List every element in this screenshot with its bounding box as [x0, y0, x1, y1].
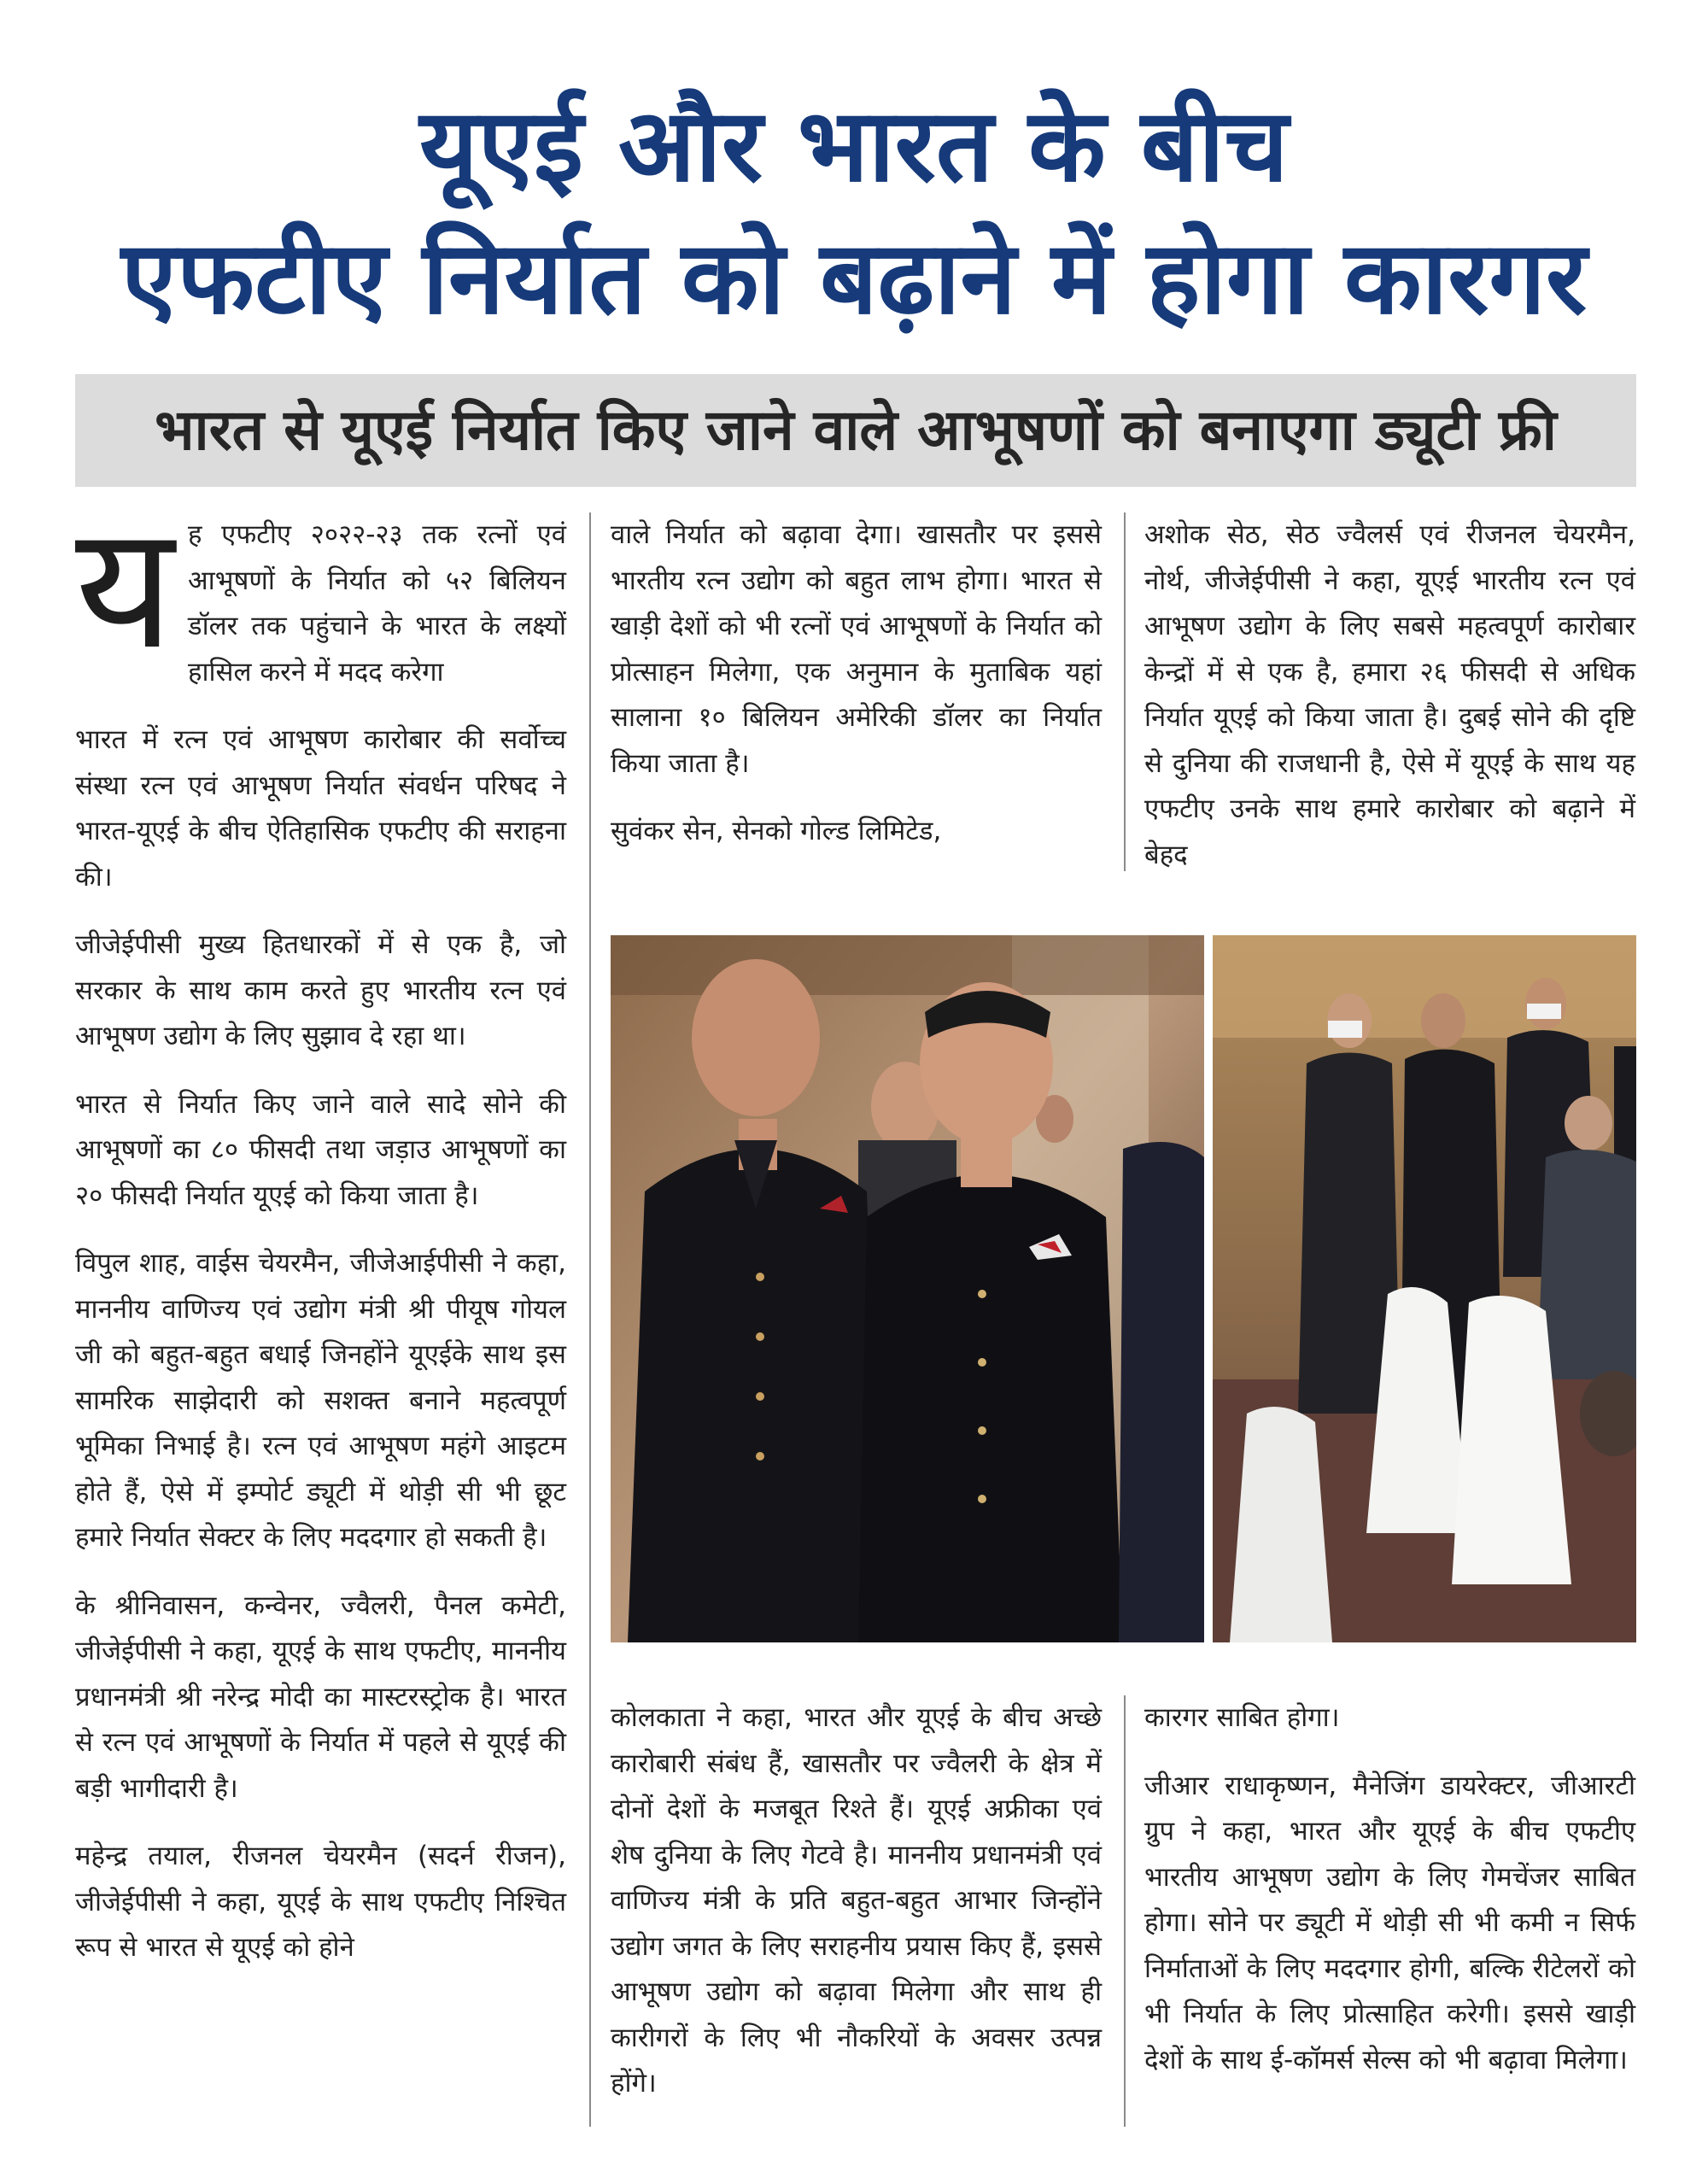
subheadline: भारत से यूएई निर्यात किए जाने वाले आभूषणों को बनाएगा ड्यूटी फ्री [155, 397, 1557, 463]
article-paragraph: जीआर राधाकृष्णन, मैनेजिंग डायरेक्टर, जीआरटी ग्रुप ने कहा, भारत और यूएई के बीच एफटीए भारतीय आभूषण उद्योग के लिए गेमचेंजर साबित होगा। सोने पर ड्यूटी में थोड़ी सी भी कमी न सिर्फ निर्माताओं के लिए मददगार होगी, बल्कि रीटेलरों को भी निर्यात के लिए प्रोत्साहित करेगी। इससे खाड़ी देशों के साथ ई-कॉमर्स सेल्स को भी बढ़ावा मिलेगा। [1144, 1770, 1635, 2075]
photo-dignitaries [611, 935, 1204, 1642]
column-rule-left [589, 512, 591, 2127]
article-column-middle-top [611, 512, 1102, 877]
article-paragraph: कोलकाता ने कहा, भारत और यूएई के बीच अच्छे कारोबारी संबंध हैं, खासतौर पर ज्वैलरी के क्षेत्र में दोनों देशों के मजबूत रिश्ते हैं। यूएई अफ्रीका एवं शेष दुनिया के लिए गेटवे है। माननीय प्रधानमंत्री एवं वाणिज्य मंत्री के प्रति बहुत-बहुत आभार जिन्होंने उद्योग जगत के लिए सराहनीय प्रयास किए हैं, इससे आभूषण उद्योग को बढ़ावा मिलेगा और साथ ही कारीगरों के लिए भी नौकरियों के अवसर उत्पन्न होंगे। [611, 1702, 1102, 2099]
headline-line-1: यूएई और भारत के बीच [419, 86, 1289, 204]
article-paragraph: वाले निर्यात को बढ़ावा देगा। खासतौर पर इससे भारतीय रत्न उद्योग को बहुत लाभ होगा। भारत से खाड़ी देशों को भी रत्नों एवं आभूषणों के निर्यात को प्रोत्साहन मिलेगा, एक अनुमान के मुताबिक यहां सालाना १० बिलियन अमेरिकी डॉलर का निर्यात किया जाता है। [611, 519, 1102, 779]
article-column-middle-bottom [611, 1695, 1102, 2129]
article-paragraph: भारत से निर्यात किए जाने वाले सादे सोने की आभूषणों का ८० फीसदी तथा जड़ाउ आभूषणों का २० फीसदी निर्यात यूएई को किया जाता है। [75, 1088, 566, 1211]
article-paragraph: अशोक सेठ, सेठ ज्वैलर्स एवं रीजनल चेयरमैन, नोर्थ, जीजेईपीसी ने कहा, यूएई भारतीय रत्न एवं आभूषण उद्योग के लिए सबसे महत्वपूर्ण कारोबार केन्द्रों में से एक है, हमारा २६ फीसदी से अधिक निर्यात यूएई को किया जाता है। दुबई सोने की दृष्टि से दुनिया की राजधानी है, ऐसे में यूएई के साथ यह एफटीए उनके साथ हमारे कारोबार को बढ़ाने में बेहद [1144, 519, 1635, 870]
article-column-right-bottom [1144, 1695, 1635, 2105]
column-rule-right-bottom [1124, 1695, 1126, 2127]
article-paragraph: जीजेईपीसी मुख्य हितधारकों में से एक है, जो सरकार के साथ काम करते हुए भारतीय रत्न एवं आभूषण उद्योग के लिए सुझाव दे रहा था। [75, 929, 566, 1051]
drop-cap: य [75, 489, 175, 688]
article-paragraph: सुवंकर सेन, सेनको गोल्ड लिमिटेड, [611, 816, 942, 846]
article-paragraph: कारगर साबित होगा। [1144, 1702, 1340, 1733]
article-paragraph: भारत में रत्न एवं आभूषण कारोबार की सर्वोच्च संस्था रत्न एवं आभूषण निर्यात संवर्धन परिषद ने भारत-यूएई के बीच ऐतिहासिक एफटीए की सराहना की। [75, 724, 566, 893]
photo-event-hall [1213, 935, 1636, 1642]
column-rule-right [1124, 512, 1126, 871]
article-paragraph: महेन्द्र तयाल, रीजनल चेयरमैन (सदर्न रीजन), जीजेईपीसी ने कहा, यूएई के साथ एफटीए निश्चित रूप से भारत से यूएई को होने [75, 1841, 566, 1963]
article-column-left [75, 489, 566, 1993]
article-paragraph: विपुल शाह, वाईस चेयरमैन, जीजेआईपीसी ने कहा, माननीय वाणिज्य एवं उद्योग मंत्री श्री पीयूष गोयल जी को बहुत-बहुत बधाई जिनहोंने यूएईके साथ इस सामरिक साझेदारी को सशक्त बनाने महत्वपूर्ण भूमिका निभाई है। रत्न एवं आभूषण महंगे आइटम होते हैं, ऐसे में इम्पोर्ट ड्यूटी में थोड़ी सी भी छूट हमारे निर्यात सेक्टर के लिए मददगार हो सकती है। [75, 1248, 566, 1553]
article-paragraph: के श्रीनिवासन, कन्वेनर, ज्वैलरी, पैनल कमेटी, जीजेईपीसी ने कहा, यूएई के साथ एफटीए, माननीय प्रधानमंत्री श्री नरेन्द्र मोदी का मास्टरस्ट्रोक है। भारत से रत्न एवं आभूषणों के निर्यात में पहले से यूएई की बड़ी भागीदारी है। [75, 1589, 566, 1804]
article-column-right-top [1144, 512, 1635, 900]
article-paragraph: यह एफटीए २०२२-२३ तक रत्नों एवं आभूषणों के निर्यात को ५२ बिलियन डॉलर तक पहुंचाने के भारत के लक्ष्यों हासिल करने में मदद करेगा [75, 489, 566, 688]
headline-line-2: एफटीए निर्यात को बढ़ाने में होगा कारगर [120, 219, 1588, 337]
